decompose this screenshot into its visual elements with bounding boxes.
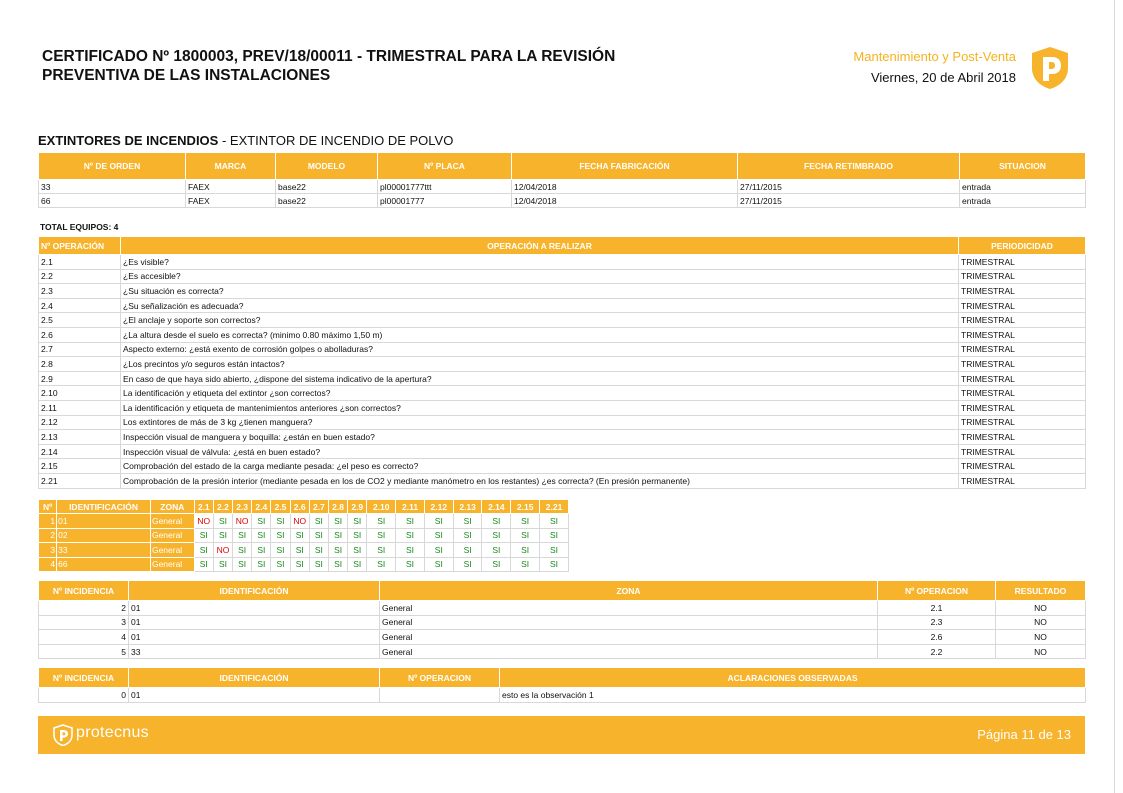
table-cell: 2.6: [878, 630, 996, 645]
col-header: Nº PLACA: [378, 153, 512, 180]
table-cell: 12/04/2018: [512, 194, 738, 208]
table-cell: NO: [996, 615, 1086, 630]
table-cell: esto es la observación 1: [500, 688, 1086, 703]
table-cell: General: [150, 543, 194, 558]
table-cell: 27/11/2015: [738, 194, 960, 208]
result-cell: SI: [213, 514, 232, 529]
table-row: [39, 415, 1086, 430]
table-row: [39, 400, 1086, 415]
observations-header-row: [39, 668, 1086, 688]
result-cell: SI: [233, 557, 252, 572]
result-cell: SI: [271, 543, 290, 558]
result-cell: SI: [252, 557, 271, 572]
table-row: [39, 298, 1086, 313]
table-cell: ¿Es visible?: [121, 255, 959, 270]
table-cell: 66: [57, 557, 151, 572]
col-header: SITUACION: [960, 153, 1086, 180]
table-cell: base22: [276, 180, 378, 194]
table-cell: 66: [39, 194, 186, 208]
table-cell: Inspección visual de manguera y boquilla: ¿están en buen estado?: [121, 430, 959, 445]
row-number: 4: [39, 557, 57, 572]
col-header: 2.14: [482, 500, 511, 514]
table-cell: entrada: [960, 180, 1086, 194]
incidences-table: [38, 580, 1086, 659]
result-cell: SI: [290, 528, 309, 543]
table-cell: 33: [129, 644, 380, 659]
table-cell: NO: [996, 601, 1086, 616]
result-cell: SI: [271, 514, 290, 529]
result-cell: SI: [540, 514, 569, 529]
result-cell: SI: [194, 543, 213, 558]
table-row: [39, 430, 1086, 445]
table-cell: En caso de que haya sido abierto, ¿dispone del sistema indicativo de la apertura?: [121, 371, 959, 386]
table-cell: TRIMESTRAL: [959, 327, 1086, 342]
col-header: 2.4: [252, 500, 271, 514]
results-header-row: [39, 500, 569, 514]
result-cell: SI: [511, 543, 540, 558]
table-cell: 2.6: [39, 327, 121, 342]
table-cell: 2.4: [39, 298, 121, 313]
results-body: [39, 514, 569, 572]
page-header: [42, 46, 1082, 96]
table-cell: General: [380, 644, 878, 659]
table-cell: 3: [39, 615, 129, 630]
table-row: [39, 615, 1086, 630]
result-cell: NO: [213, 543, 232, 558]
table-cell: 2.7: [39, 342, 121, 357]
result-cell: SI: [367, 514, 396, 529]
table-row: [39, 386, 1086, 401]
table-row: [39, 444, 1086, 459]
result-cell: SI: [511, 557, 540, 572]
col-header: ACLARACIONES OBSERVADAS: [500, 668, 1086, 688]
result-cell: SI: [511, 528, 540, 543]
result-cell: SI: [396, 514, 425, 529]
table-cell: TRIMESTRAL: [959, 313, 1086, 328]
table-row: [39, 644, 1086, 659]
table-cell: 0: [39, 688, 129, 703]
result-cell: SI: [453, 557, 482, 572]
table-cell: ¿Los precintos y/o seguros están intactos?: [121, 357, 959, 372]
table-cell: General: [380, 601, 878, 616]
table-cell: ¿El anclaje y soporte son correctos?: [121, 313, 959, 328]
result-cell: SI: [348, 543, 367, 558]
col-header: IDENTIFICACIÓN: [129, 581, 380, 601]
table-cell: La identificación y etiqueta del extintor ¿son correctos?: [121, 386, 959, 401]
table-row: [39, 514, 569, 529]
table-cell: NO: [996, 630, 1086, 645]
col-header: OPERACIÓN A REALIZAR: [121, 237, 959, 255]
footer-brand: protecnus: [76, 724, 149, 741]
result-cell: SI: [540, 528, 569, 543]
col-header: Nº OPERACION: [380, 668, 500, 688]
table-cell: Comprobación de la presión interior (mediante pesada en los de CO2 y mediante manómetro en los restantes) ¿es correcta? (En presión permanente): [121, 473, 959, 488]
result-cell: SI: [348, 557, 367, 572]
table-cell: 2.14: [39, 444, 121, 459]
col-header: MODELO: [276, 153, 378, 180]
col-header: IDENTIFICACIÓN: [57, 500, 151, 514]
result-cell: SI: [328, 557, 347, 572]
col-header: IDENTIFICACIÓN: [129, 668, 380, 688]
result-cell: SI: [233, 543, 252, 558]
col-header: FECHA RETIMBRADO: [738, 153, 960, 180]
col-header: Nº OPERACIÓN: [39, 237, 121, 255]
result-cell: SI: [540, 557, 569, 572]
table-cell: La identificación y etiqueta de mantenimientos anteriores ¿son correctos?: [121, 400, 959, 415]
result-cell: SI: [309, 543, 328, 558]
table-cell: 2.21: [39, 473, 121, 488]
table-cell: 2.2: [878, 644, 996, 659]
section-title-rest: - EXTINTOR DE INCENDIO DE POLVO: [218, 133, 454, 148]
result-cell: SI: [328, 514, 347, 529]
result-cell: SI: [252, 543, 271, 558]
col-header: 2.15: [511, 500, 540, 514]
result-cell: SI: [511, 514, 540, 529]
result-cell: SI: [213, 528, 232, 543]
result-cell: SI: [482, 557, 511, 572]
result-cell: SI: [453, 543, 482, 558]
col-header: Nº: [39, 500, 57, 514]
col-header: 2.7: [309, 500, 328, 514]
table-cell: 2.3: [39, 284, 121, 299]
table-cell: TRIMESTRAL: [959, 415, 1086, 430]
table-cell: 4: [39, 630, 129, 645]
incidences-header-row: [39, 581, 1086, 601]
table-cell: base22: [276, 194, 378, 208]
table-cell: General: [150, 528, 194, 543]
page-footer: [38, 716, 1085, 754]
result-cell: SI: [453, 528, 482, 543]
table-row: [39, 557, 569, 572]
table-cell: 2.10: [39, 386, 121, 401]
operations-header-row: [39, 237, 1086, 255]
row-number: 3: [39, 543, 57, 558]
result-cell: SI: [271, 557, 290, 572]
table-cell: TRIMESTRAL: [959, 473, 1086, 488]
table-row: [39, 284, 1086, 299]
col-header: ZONA: [380, 581, 878, 601]
result-cell: SI: [233, 528, 252, 543]
department-label: Mantenimiento y Post-Venta: [853, 49, 1016, 64]
col-header: PERIODICIDAD: [959, 237, 1086, 255]
table-cell: General: [150, 514, 194, 529]
table-cell: 2.3: [878, 615, 996, 630]
result-cell: SI: [396, 557, 425, 572]
result-cell: SI: [213, 557, 232, 572]
table-cell: entrada: [960, 194, 1086, 208]
result-cell: SI: [194, 557, 213, 572]
result-cell: SI: [424, 528, 453, 543]
row-number: 2: [39, 528, 57, 543]
table-row: [39, 180, 1086, 194]
table-cell: FAEX: [186, 194, 276, 208]
col-header: MARCA: [186, 153, 276, 180]
table-cell: TRIMESTRAL: [959, 357, 1086, 372]
table-cell: General: [150, 557, 194, 572]
result-cell: SI: [328, 528, 347, 543]
table-cell: NO: [996, 644, 1086, 659]
incidences-body: [39, 601, 1086, 659]
table-cell: 2.9: [39, 371, 121, 386]
table-cell: 01: [129, 630, 380, 645]
table-cell: ¿Es accesible?: [121, 269, 959, 284]
table-cell: TRIMESTRAL: [959, 255, 1086, 270]
table-cell: TRIMESTRAL: [959, 459, 1086, 474]
certificate-title: [42, 47, 742, 85]
operations-body: [39, 255, 1086, 489]
table-cell: FAEX: [186, 180, 276, 194]
table-cell: Inspección visual de válvula: ¿está en buen estado?: [121, 444, 959, 459]
col-header: 2.1: [194, 500, 213, 514]
result-cell: SI: [328, 543, 347, 558]
table-cell: pl00001777ttt: [378, 180, 512, 194]
result-cell: SI: [290, 543, 309, 558]
section-title: [38, 133, 453, 148]
col-header: 2.8: [328, 500, 347, 514]
table-cell: Aspecto externo: ¿está exento de corrosión golpes o abolladuras?: [121, 342, 959, 357]
table-cell: 01: [129, 601, 380, 616]
table-cell: 2: [39, 601, 129, 616]
result-cell: SI: [290, 557, 309, 572]
col-header: 2.12: [424, 500, 453, 514]
result-cell: SI: [348, 514, 367, 529]
table-row: [39, 601, 1086, 616]
table-cell: ¿Su situación es correcta?: [121, 284, 959, 299]
table-row: [39, 459, 1086, 474]
col-header: ZONA: [150, 500, 194, 514]
table-cell: 2.8: [39, 357, 121, 372]
result-cell: SI: [453, 514, 482, 529]
table-cell: 02: [57, 528, 151, 543]
table-cell: TRIMESTRAL: [959, 371, 1086, 386]
equipment-header-row: [39, 153, 1086, 180]
result-cell: SI: [309, 528, 328, 543]
col-header: 2.5: [271, 500, 290, 514]
table-cell: TRIMESTRAL: [959, 444, 1086, 459]
table-row: [39, 342, 1086, 357]
result-cell: SI: [271, 528, 290, 543]
result-cell: SI: [424, 514, 453, 529]
col-header: Nº INCIDENCIA: [39, 668, 129, 688]
table-cell: 2.13: [39, 430, 121, 445]
result-cell: SI: [309, 514, 328, 529]
table-row: [39, 630, 1086, 645]
result-cell: SI: [396, 543, 425, 558]
table-cell: 2.5: [39, 313, 121, 328]
result-cell: SI: [540, 543, 569, 558]
page-number: Página 11 de 13: [977, 727, 1071, 742]
table-cell: 2.1: [878, 601, 996, 616]
table-row: [39, 543, 569, 558]
certificate-date: Viernes, 20 de Abril 2018: [870, 70, 1016, 85]
table-cell: 2.15: [39, 459, 121, 474]
table-cell: 5: [39, 644, 129, 659]
col-header: RESULTADO: [996, 581, 1086, 601]
table-cell: Comprobación del estado de la carga mediante pesada: ¿el peso es correcto?: [121, 459, 959, 474]
table-cell: TRIMESTRAL: [959, 400, 1086, 415]
col-header: 2.2: [213, 500, 232, 514]
col-header: 2.13: [453, 500, 482, 514]
row-number: 1: [39, 514, 57, 529]
table-cell: TRIMESTRAL: [959, 430, 1086, 445]
table-cell: pl00001777: [378, 194, 512, 208]
col-header: 2.9: [348, 500, 367, 514]
protecnus-shield-icon: [1030, 46, 1070, 90]
table-cell: 01: [129, 688, 380, 703]
result-cell: NO: [194, 514, 213, 529]
table-cell: [380, 688, 500, 703]
operations-table: [38, 236, 1086, 489]
result-cell: NO: [290, 514, 309, 529]
table-row: [39, 528, 569, 543]
table-cell: 33: [57, 543, 151, 558]
protecnus-footer-icon: [53, 724, 73, 746]
table-cell: TRIMESTRAL: [959, 342, 1086, 357]
table-cell: ¿La altura desde el suelo es correcta? (minimo 0.80 máximo 1,50 m): [121, 327, 959, 342]
table-cell: TRIMESTRAL: [959, 284, 1086, 299]
result-cell: SI: [252, 528, 271, 543]
table-cell: TRIMESTRAL: [959, 269, 1086, 284]
table-cell: 12/04/2018: [512, 180, 738, 194]
table-cell: 01: [57, 514, 151, 529]
col-header: Nº OPERACION: [878, 581, 996, 601]
table-row: [39, 688, 1086, 703]
table-cell: 33: [39, 180, 186, 194]
result-cell: SI: [424, 557, 453, 572]
col-header: Nº INCIDENCIA: [39, 581, 129, 601]
certificate-title-line2: PREVENTIVA DE LAS INSTALACIONES: [42, 67, 331, 84]
total-equipment: TOTAL EQUIPOS: 4: [40, 222, 119, 232]
result-cell: SI: [194, 528, 213, 543]
section-title-bold: EXTINTORES DE INCENDIOS: [38, 133, 219, 148]
table-row: [39, 357, 1086, 372]
table-cell: General: [380, 615, 878, 630]
table-row: [39, 371, 1086, 386]
result-cell: SI: [396, 528, 425, 543]
table-row: [39, 269, 1086, 284]
col-header: 2.21: [540, 500, 569, 514]
table-cell: General: [380, 630, 878, 645]
result-cell: SI: [309, 557, 328, 572]
page-edge-line: [1114, 0, 1115, 793]
table-cell: ¿Su señalización es adecuada?: [121, 298, 959, 313]
observations-table: [38, 667, 1086, 703]
table-cell: 2.11: [39, 400, 121, 415]
result-cell: SI: [482, 514, 511, 529]
result-cell: NO: [233, 514, 252, 529]
table-cell: Los extintores de más de 3 kg ¿tienen manguera?: [121, 415, 959, 430]
table-row: [39, 194, 1086, 208]
table-cell: 2.12: [39, 415, 121, 430]
table-row: [39, 255, 1086, 270]
results-table: [38, 499, 569, 572]
table-cell: TRIMESTRAL: [959, 298, 1086, 313]
col-header: Nº DE ORDEN: [39, 153, 186, 180]
table-cell: 01: [129, 615, 380, 630]
table-cell: 27/11/2015: [738, 180, 960, 194]
result-cell: SI: [482, 528, 511, 543]
certificate-title-line1: CERTIFICADO Nº 1800003, PREV/18/00011 - TRIMESTRAL PARA LA REVISIÓN: [42, 48, 616, 65]
col-header: 2.10: [367, 500, 396, 514]
table-cell: TRIMESTRAL: [959, 386, 1086, 401]
col-header: 2.11: [396, 500, 425, 514]
col-header: 2.3: [233, 500, 252, 514]
table-row: [39, 313, 1086, 328]
table-row: [39, 327, 1086, 342]
col-header: 2.6: [290, 500, 309, 514]
result-cell: SI: [348, 528, 367, 543]
result-cell: SI: [367, 543, 396, 558]
result-cell: SI: [252, 514, 271, 529]
result-cell: SI: [482, 543, 511, 558]
col-header: FECHA FABRICACIÓN: [512, 153, 738, 180]
table-row: [39, 473, 1086, 488]
table-cell: 2.1: [39, 255, 121, 270]
equipment-table: [38, 152, 1086, 208]
result-cell: SI: [367, 557, 396, 572]
result-cell: SI: [424, 543, 453, 558]
result-cell: SI: [367, 528, 396, 543]
table-cell: 2.2: [39, 269, 121, 284]
